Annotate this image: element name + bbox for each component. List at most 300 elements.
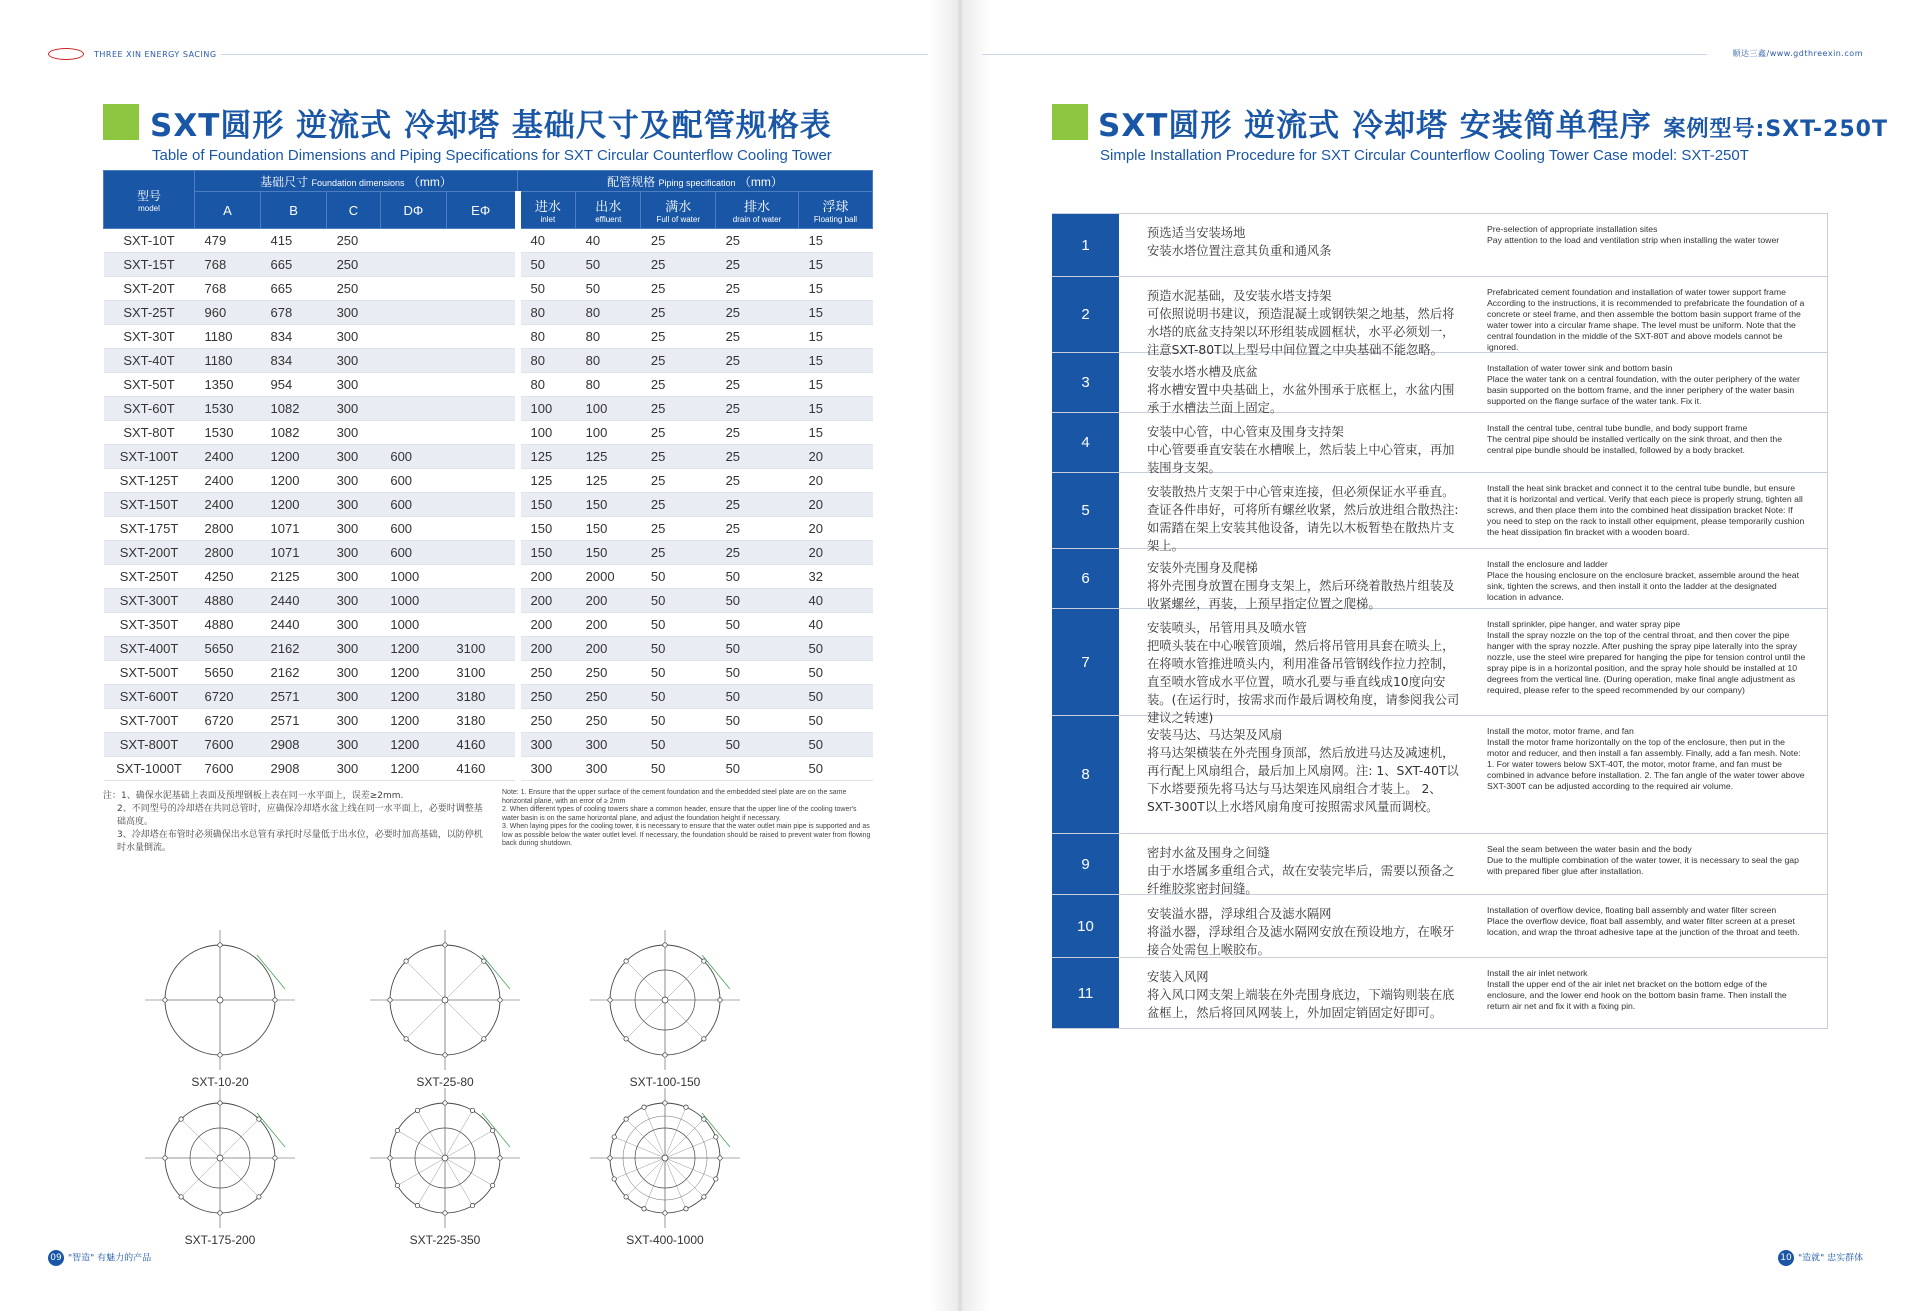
table-row bbox=[104, 613, 873, 637]
step-cn: 安装外壳围身及爬梯 将外壳围身放置在围身支架上，然后环绕着散热片组装及收紧螺丝，再装，上预早指定位置之爬梯。 bbox=[1147, 561, 1455, 611]
table-cell: 665 bbox=[261, 277, 327, 301]
table-cell: 50 bbox=[641, 613, 716, 637]
table-cell: 50 bbox=[641, 685, 716, 709]
table-cell: 50 bbox=[641, 757, 716, 781]
table-cell: 600 bbox=[380, 517, 446, 541]
cell-model: SXT-80T bbox=[104, 421, 195, 445]
diagram-caption: SXT-175-200 bbox=[184, 1233, 256, 1247]
table-cell: 2400 bbox=[195, 445, 261, 469]
step-number: 7 bbox=[1052, 609, 1125, 715]
table-cell: 50 bbox=[641, 637, 716, 661]
table-cell: 2908 bbox=[261, 757, 327, 781]
foundation-layout-icon bbox=[135, 925, 305, 1075]
table-cell: 250 bbox=[327, 277, 381, 301]
left-footer: 09 "智造" 有魅力的产品 bbox=[48, 1250, 151, 1266]
table-cell: 1200 bbox=[261, 493, 327, 517]
install-step bbox=[1052, 895, 1828, 958]
table-cell: 5650 bbox=[195, 661, 261, 685]
table-cell: 25 bbox=[641, 517, 716, 541]
col-dim: B bbox=[261, 192, 327, 229]
table-cell: 25 bbox=[641, 421, 716, 445]
step-number: 6 bbox=[1052, 549, 1125, 608]
foundation-diagram bbox=[580, 1083, 750, 1253]
cell-model: SXT-200T bbox=[104, 541, 195, 565]
table-cell: 25 bbox=[641, 445, 716, 469]
table-cell: 125 bbox=[518, 469, 576, 493]
table-cell: 600 bbox=[380, 541, 446, 565]
right-header bbox=[982, 48, 1867, 62]
table-row bbox=[104, 685, 873, 709]
cell-model: SXT-100T bbox=[104, 445, 195, 469]
step-en: Install the enclosure and ladder Place the housing enclosure on the enclosure bracket, assemble around the heat sink, tighten the screws, and then install it onto the ladder at the designated location in advance. bbox=[1487, 559, 1799, 602]
table-cell: 25 bbox=[716, 397, 799, 421]
table-cell: 600 bbox=[380, 493, 446, 517]
table-cell: 80 bbox=[576, 373, 641, 397]
foundation-diagram bbox=[135, 1083, 305, 1253]
table-cell: 50 bbox=[641, 709, 716, 733]
table-cell: 1200 bbox=[380, 709, 446, 733]
table-cell: 50 bbox=[798, 709, 872, 733]
table-cell bbox=[446, 565, 517, 589]
table-cell: 25 bbox=[641, 493, 716, 517]
table-cell: 25 bbox=[716, 493, 799, 517]
table-cell: 2400 bbox=[195, 469, 261, 493]
table-cell: 1350 bbox=[195, 373, 261, 397]
install-step bbox=[1052, 716, 1828, 834]
table-cell: 600 bbox=[380, 445, 446, 469]
table-cell: 50 bbox=[641, 733, 716, 757]
group-piping: 配管规格 Piping specification （mm） bbox=[518, 171, 873, 192]
left-header bbox=[48, 48, 928, 62]
table-cell: 1200 bbox=[380, 733, 446, 757]
table-cell: 50 bbox=[798, 661, 872, 685]
table-cell: 25 bbox=[641, 373, 716, 397]
foundation-layout-icon bbox=[135, 1083, 305, 1233]
table-cell: 100 bbox=[518, 397, 576, 421]
table-cell: 15 bbox=[798, 421, 872, 445]
table-cell: 1180 bbox=[195, 349, 261, 373]
install-step bbox=[1052, 413, 1828, 473]
page-subtitle: Simple Installation Procedure for SXT Circular Counterflow Cooling Tower Case model: SXT-250T bbox=[1100, 147, 1749, 164]
table-cell: 250 bbox=[576, 709, 641, 733]
table-cell bbox=[380, 373, 446, 397]
table-cell: 3180 bbox=[446, 709, 517, 733]
install-step bbox=[1052, 549, 1828, 609]
table-cell: 300 bbox=[327, 493, 381, 517]
company-logo-icon bbox=[48, 48, 84, 60]
diagram-caption: SXT-400-1000 bbox=[626, 1233, 704, 1247]
table-cell bbox=[380, 349, 446, 373]
table-cell: 2800 bbox=[195, 541, 261, 565]
table-cell: 20 bbox=[798, 445, 872, 469]
cell-model: SXT-175T bbox=[104, 517, 195, 541]
table-cell: 150 bbox=[518, 493, 576, 517]
table-cell: 1000 bbox=[380, 589, 446, 613]
table-row bbox=[104, 349, 873, 373]
table-row bbox=[104, 709, 873, 733]
table-cell: 50 bbox=[716, 637, 799, 661]
step-edge bbox=[1819, 277, 1828, 352]
cell-model: SXT-30T bbox=[104, 325, 195, 349]
header-rule bbox=[982, 54, 1707, 55]
col-dim: C bbox=[327, 192, 381, 229]
table-cell: 25 bbox=[716, 469, 799, 493]
step-en: Install the air inlet network Install the upper end of the air inlet net bracket on the bottom edge of the enclosure, and the lower end hook on the bottom basin frame. Then install the return air net and fix it with a fixing pin. bbox=[1487, 968, 1787, 1011]
table-row bbox=[104, 589, 873, 613]
table-cell: 15 bbox=[798, 397, 872, 421]
spec-table bbox=[103, 170, 873, 781]
cell-model: SXT-600T bbox=[104, 685, 195, 709]
table-cell bbox=[446, 277, 517, 301]
table-cell: 1200 bbox=[380, 757, 446, 781]
table-cell: 300 bbox=[327, 397, 381, 421]
table-row bbox=[104, 301, 873, 325]
foundation-diagram bbox=[580, 925, 750, 1095]
table-cell: 25 bbox=[716, 277, 799, 301]
group-foundation: 基础尺寸 Foundation dimensions （mm） bbox=[195, 171, 518, 192]
table-cell: 200 bbox=[518, 613, 576, 637]
col-pipe: 浮球 Floating ball bbox=[798, 192, 872, 229]
table-cell: 2000 bbox=[576, 565, 641, 589]
table-cell: 250 bbox=[327, 253, 381, 277]
cell-model: SXT-700T bbox=[104, 709, 195, 733]
right-page bbox=[960, 0, 1920, 1311]
table-cell: 2162 bbox=[261, 637, 327, 661]
table-row bbox=[104, 325, 873, 349]
table-row bbox=[104, 757, 873, 781]
table-cell: 1071 bbox=[261, 541, 327, 565]
col-pipe: 排水 drain of water bbox=[716, 192, 799, 229]
table-cell: 6720 bbox=[195, 685, 261, 709]
table-cell: 2400 bbox=[195, 493, 261, 517]
table-cell: 125 bbox=[576, 445, 641, 469]
table-cell: 6720 bbox=[195, 709, 261, 733]
foundation-diagram bbox=[360, 1083, 530, 1253]
table-cell bbox=[446, 253, 517, 277]
table-cell: 150 bbox=[518, 541, 576, 565]
table-cell bbox=[446, 397, 517, 421]
table-cell: 1000 bbox=[380, 565, 446, 589]
step-edge bbox=[1819, 716, 1828, 833]
table-cell: 300 bbox=[576, 733, 641, 757]
table-row bbox=[104, 517, 873, 541]
table-cell: 1082 bbox=[261, 397, 327, 421]
col-dim: EΦ bbox=[446, 192, 517, 229]
table-row bbox=[104, 277, 873, 301]
cell-model: SXT-40T bbox=[104, 349, 195, 373]
table-cell: 25 bbox=[716, 253, 799, 277]
step-number: 10 bbox=[1052, 895, 1125, 957]
table-row bbox=[104, 469, 873, 493]
table-cell: 3100 bbox=[446, 637, 517, 661]
table-row bbox=[104, 373, 873, 397]
step-number: 2 bbox=[1052, 277, 1125, 352]
table-cell: 100 bbox=[576, 421, 641, 445]
table-cell: 300 bbox=[518, 757, 576, 781]
foundation-diagram bbox=[135, 925, 305, 1095]
table-cell: 4880 bbox=[195, 613, 261, 637]
table-cell: 80 bbox=[576, 301, 641, 325]
table-cell: 15 bbox=[798, 277, 872, 301]
title-marker bbox=[1052, 104, 1088, 140]
step-edge bbox=[1819, 549, 1828, 608]
table-cell: 250 bbox=[576, 661, 641, 685]
step-en: Install the motor, motor frame, and fan Install the motor frame horizontally on the top of the enclosure, then put in the motor and reducer, and then install a fan assembly. Finally, add a fan mesh. Note: 1. For water towers below SXT-40T, the motor, motor frame, and fan must be combined in advance before installation. 2. The fan angle of the water tower above SXT-300T can be adjusted according to the required air volume. bbox=[1487, 726, 1805, 791]
table-cell: 25 bbox=[641, 541, 716, 565]
step-edge bbox=[1819, 353, 1828, 412]
step-number: 1 bbox=[1052, 214, 1125, 276]
table-cell: 150 bbox=[576, 517, 641, 541]
cell-model: SXT-15T bbox=[104, 253, 195, 277]
table-cell: 4250 bbox=[195, 565, 261, 589]
table-cell: 1200 bbox=[380, 685, 446, 709]
table-cell: 50 bbox=[716, 685, 799, 709]
table-cell: 300 bbox=[518, 733, 576, 757]
table-cell: 20 bbox=[798, 469, 872, 493]
table-cell: 2571 bbox=[261, 709, 327, 733]
diagram-caption: SXT-225-350 bbox=[409, 1233, 481, 1247]
table-cell: 50 bbox=[798, 637, 872, 661]
table-cell: 25 bbox=[641, 397, 716, 421]
table-cell: 50 bbox=[798, 685, 872, 709]
table-cell: 300 bbox=[327, 709, 381, 733]
step-cn: 安装水塔水槽及底盆 将水槽安置中央基础上，水盆外围承于底框上，水盆内围承于水槽法兰面上固定。 bbox=[1147, 365, 1455, 415]
cell-model: SXT-125T bbox=[104, 469, 195, 493]
table-cell: 25 bbox=[641, 349, 716, 373]
cell-model: SXT-400T bbox=[104, 637, 195, 661]
step-cn: 安装喷头，吊管用具及喷水管 把喷头装在中心喉管顶端，然后将吊管用具套在喷头上，在将喷水管推进喷头内，利用准备吊管钢线作拉力控制，直至喷水管成水平位置，喷水孔要与垂直线成10度向安装。(在运行时，按需求而作最后调校角度，请参阅我公司建议之转速) bbox=[1147, 621, 1460, 725]
table-cell: 1082 bbox=[261, 421, 327, 445]
table-cell: 100 bbox=[576, 397, 641, 421]
table-cell bbox=[380, 421, 446, 445]
diagram-caption: SXT-25-80 bbox=[416, 1075, 474, 1089]
step-edge bbox=[1819, 895, 1828, 957]
table-cell: 300 bbox=[327, 589, 381, 613]
table-cell: 300 bbox=[327, 565, 381, 589]
table-cell bbox=[380, 277, 446, 301]
table-cell bbox=[446, 421, 517, 445]
table-cell: 25 bbox=[716, 229, 799, 253]
table-cell: 25 bbox=[716, 541, 799, 565]
table-cell: 3180 bbox=[446, 685, 517, 709]
table-cell: 834 bbox=[261, 349, 327, 373]
table-cell: 50 bbox=[641, 589, 716, 613]
step-edge bbox=[1819, 473, 1828, 548]
table-cell: 250 bbox=[518, 661, 576, 685]
table-cell: 1200 bbox=[380, 661, 446, 685]
step-en: Install sprinkler, pipe hanger, and water spray pipe Install the spray nozzle on the top of the central throat, and then cover the pipe hanger with the spray nozzle. After pushing the spray pipe laterally into the spray nozzle, use the steel wire prepared for hanging the pipe for tension control until the spray pipe is in a horizontal position, and the spray hole should be installed at 10 degrees from the vertical line. (During operation, make final angle adjustment as required, please refer to the speed recommended by our company) bbox=[1487, 619, 1806, 695]
table-cell: 2440 bbox=[261, 589, 327, 613]
table-row bbox=[104, 637, 873, 661]
table-cell: 125 bbox=[518, 445, 576, 469]
step-cn: 安装马达、马达架及风扇 将马达架横装在外壳围身顶部，然后放进马达及减速机，再行配上风扇组合，最后加上风扇网。注: 1、SXT-40T以下水塔要预先将马达与马达架连风扇组合才装上。 2、SXT-300T以上水塔风扇角度可按照需求风量而调校。 bbox=[1147, 728, 1459, 814]
col-pipe: 进水 inlet bbox=[518, 192, 576, 229]
cell-model: SXT-25T bbox=[104, 301, 195, 325]
col-pipe: 出水 effluent bbox=[576, 192, 641, 229]
table-row bbox=[104, 661, 873, 685]
table-cell: 4160 bbox=[446, 757, 517, 781]
table-cell: 2125 bbox=[261, 565, 327, 589]
step-en: Installation of overflow device, floating ball assembly and water filter screen Place the overflow device, float ball assembly, and water filter screen at a preset location, and wrap the throat adhesive tape at the junction of the throat and teeth. bbox=[1487, 905, 1800, 937]
table-cell: 25 bbox=[716, 349, 799, 373]
table-row bbox=[104, 565, 873, 589]
table-cell: 20 bbox=[798, 541, 872, 565]
table-cell bbox=[446, 613, 517, 637]
table-cell: 1071 bbox=[261, 517, 327, 541]
table-cell: 50 bbox=[716, 661, 799, 685]
step-en: Installation of water tower sink and bottom basin Place the water tank on a central foundation, with the outer periphery of the water basin supported on the bottom frame, and the inner periphery of the water basin supported on the flange surface of the water tank. Fix it. bbox=[1487, 363, 1800, 406]
table-cell: 25 bbox=[716, 445, 799, 469]
table-cell: 25 bbox=[641, 253, 716, 277]
table-cell: 32 bbox=[798, 565, 872, 589]
website: 顺达三鑫/www.gdthreexin.com bbox=[1729, 49, 1867, 58]
table-cell: 300 bbox=[327, 301, 381, 325]
table-cell: 300 bbox=[576, 757, 641, 781]
header-rule bbox=[220, 54, 928, 55]
table-cell: 15 bbox=[798, 349, 872, 373]
table-cell: 250 bbox=[518, 685, 576, 709]
notes-en: Note: 1. Ensure that the upper surface of the cement foundation and the embedded steel plate are on the same horizontal plane, with an error of ≥ 2mm 2. When different types of cooling towers share a common header, ensure that the upper line of the cooling tower's water basin is on the same horizontal plane, and adjust the foundation height if necessary. 3. When laying pipes for the cooling tower, it is necessary to ensure that the water outlet main pipe is supported and as low as possible below the water outlet level. If necessary, the foundation should be raised to prevent water from flowing back during shutdown. bbox=[502, 789, 871, 847]
table-cell: 768 bbox=[195, 253, 261, 277]
table-cell: 200 bbox=[576, 637, 641, 661]
table-cell: 80 bbox=[576, 325, 641, 349]
step-en: Seal the seam between the water basin and the body Due to the multiple combination of the water tower, it is necessary to seal the gap with prepared fiber glue after installation. bbox=[1487, 844, 1799, 876]
table-cell: 1200 bbox=[261, 469, 327, 493]
cell-model: SXT-800T bbox=[104, 733, 195, 757]
table-row bbox=[104, 229, 873, 253]
cell-model: SXT-150T bbox=[104, 493, 195, 517]
col-model: 型号 model bbox=[104, 171, 195, 229]
table-cell: 25 bbox=[716, 421, 799, 445]
step-edge bbox=[1819, 214, 1828, 276]
table-cell: 1530 bbox=[195, 421, 261, 445]
table-cell: 50 bbox=[798, 757, 872, 781]
table-cell: 150 bbox=[518, 517, 576, 541]
cell-model: SXT-50T bbox=[104, 373, 195, 397]
table-cell: 7600 bbox=[195, 757, 261, 781]
table-cell: 80 bbox=[518, 325, 576, 349]
step-cn: 安装入风网 将入风口网支架上端装在外壳围身底边，下端钩则装在底盆框上，然后将回风网装上，外加固定销固定好即可。 bbox=[1147, 970, 1455, 1020]
page-number: 10 bbox=[1778, 1250, 1794, 1266]
step-en: Prefabricated cement foundation and installation of water tower support frame According to the instructions, it is recommended to prefabricate the foundation of a concrete or steel frame, and then assemble the bottom basin support frame of the water tower into a circular frame shape. The level must be uniform. Note that the central foundation in the middle of the SXT-80T and above models cannot be ignored. bbox=[1487, 287, 1805, 352]
table-row bbox=[104, 445, 873, 469]
table-row bbox=[104, 397, 873, 421]
table-cell: 25 bbox=[641, 229, 716, 253]
table-cell: 40 bbox=[518, 229, 576, 253]
table-cell: 25 bbox=[641, 277, 716, 301]
foundation-layout-icon bbox=[360, 925, 530, 1075]
table-row bbox=[104, 493, 873, 517]
table-cell: 600 bbox=[380, 469, 446, 493]
diagram-caption: SXT-100-150 bbox=[629, 1075, 701, 1089]
table-cell: 25 bbox=[716, 325, 799, 349]
table-cell: 50 bbox=[518, 253, 576, 277]
table-cell: 250 bbox=[576, 685, 641, 709]
cell-model: SXT-250T bbox=[104, 565, 195, 589]
step-edge bbox=[1819, 958, 1828, 1028]
table-cell: 80 bbox=[518, 349, 576, 373]
table-cell: 50 bbox=[576, 253, 641, 277]
table-cell: 200 bbox=[518, 637, 576, 661]
col-dim: A bbox=[195, 192, 261, 229]
table-cell: 300 bbox=[327, 685, 381, 709]
page-title: SXT圆形 逆流式 冷却塔 基础尺寸及配管规格表 bbox=[150, 108, 832, 144]
case-model: 案例型号:SXT-250T bbox=[1663, 117, 1888, 142]
table-cell: 300 bbox=[327, 661, 381, 685]
table-cell: 2800 bbox=[195, 517, 261, 541]
table-cell: 40 bbox=[798, 589, 872, 613]
table-cell: 150 bbox=[576, 541, 641, 565]
step-cn: 预选适当安装场地 安装水塔位置注意其负重和通风条 bbox=[1147, 226, 1332, 258]
table-cell bbox=[446, 373, 517, 397]
right-footer: 10 "造就" 忠实群体 bbox=[1778, 1250, 1863, 1266]
step-number: 9 bbox=[1052, 834, 1125, 894]
table-cell: 665 bbox=[261, 253, 327, 277]
step-number: 4 bbox=[1052, 413, 1125, 472]
cell-model: SXT-300T bbox=[104, 589, 195, 613]
table-cell bbox=[446, 589, 517, 613]
table-cell: 100 bbox=[518, 421, 576, 445]
table-cell: 2162 bbox=[261, 661, 327, 685]
table-cell: 300 bbox=[327, 733, 381, 757]
table-cell bbox=[446, 301, 517, 325]
table-cell: 15 bbox=[798, 253, 872, 277]
table-cell: 415 bbox=[261, 229, 327, 253]
table-cell: 300 bbox=[327, 757, 381, 781]
table-cell: 15 bbox=[798, 373, 872, 397]
table-cell: 40 bbox=[798, 613, 872, 637]
install-step bbox=[1052, 473, 1828, 553]
table-cell: 2440 bbox=[261, 613, 327, 637]
step-cn: 安装溢水器，浮球组合及滤水隔网 将溢水器，浮球组合及滤水隔网安放在预设地方，在喉牙接合处需包上喉胶布。 bbox=[1147, 907, 1455, 957]
table-cell: 1000 bbox=[380, 613, 446, 637]
title-marker bbox=[103, 104, 139, 140]
table-cell: 25 bbox=[641, 469, 716, 493]
table-cell: 3100 bbox=[446, 661, 517, 685]
table-cell: 50 bbox=[641, 661, 716, 685]
install-step bbox=[1052, 834, 1828, 895]
table-cell: 300 bbox=[327, 349, 381, 373]
install-step bbox=[1052, 609, 1828, 725]
table-cell: 479 bbox=[195, 229, 261, 253]
table-cell: 200 bbox=[518, 589, 576, 613]
install-step bbox=[1052, 214, 1828, 277]
table-cell: 300 bbox=[327, 325, 381, 349]
step-en: Pre-selection of appropriate installation sites Pay attention to the load and ventilation strip when installing the water tower bbox=[1487, 224, 1780, 245]
step-cn: 安装中心管，中心管束及围身支持架 中心管要垂直安装在水槽喉上，然后装上中心管束，再加装围身支架。 bbox=[1147, 425, 1455, 475]
table-cell bbox=[446, 541, 517, 565]
step-edge bbox=[1819, 609, 1828, 715]
table-cell: 4160 bbox=[446, 733, 517, 757]
table-row bbox=[104, 541, 873, 565]
table-cell bbox=[380, 301, 446, 325]
table-row bbox=[104, 253, 873, 277]
step-number: 5 bbox=[1052, 473, 1125, 548]
foundation-layout-icon bbox=[360, 1083, 530, 1233]
table-cell: 1200 bbox=[261, 445, 327, 469]
table-cell bbox=[446, 445, 517, 469]
table-cell: 250 bbox=[518, 709, 576, 733]
page-title: SXT圆形 逆流式 冷却塔 安装简单程序 案例型号:SXT-250T bbox=[1098, 108, 1888, 144]
table-cell: 50 bbox=[576, 277, 641, 301]
table-cell bbox=[446, 325, 517, 349]
cell-model: SXT-500T bbox=[104, 661, 195, 685]
cell-model: SXT-10T bbox=[104, 229, 195, 253]
table-cell: 1200 bbox=[380, 637, 446, 661]
install-step bbox=[1052, 277, 1828, 357]
table-row bbox=[104, 421, 873, 445]
table-row bbox=[104, 733, 873, 757]
